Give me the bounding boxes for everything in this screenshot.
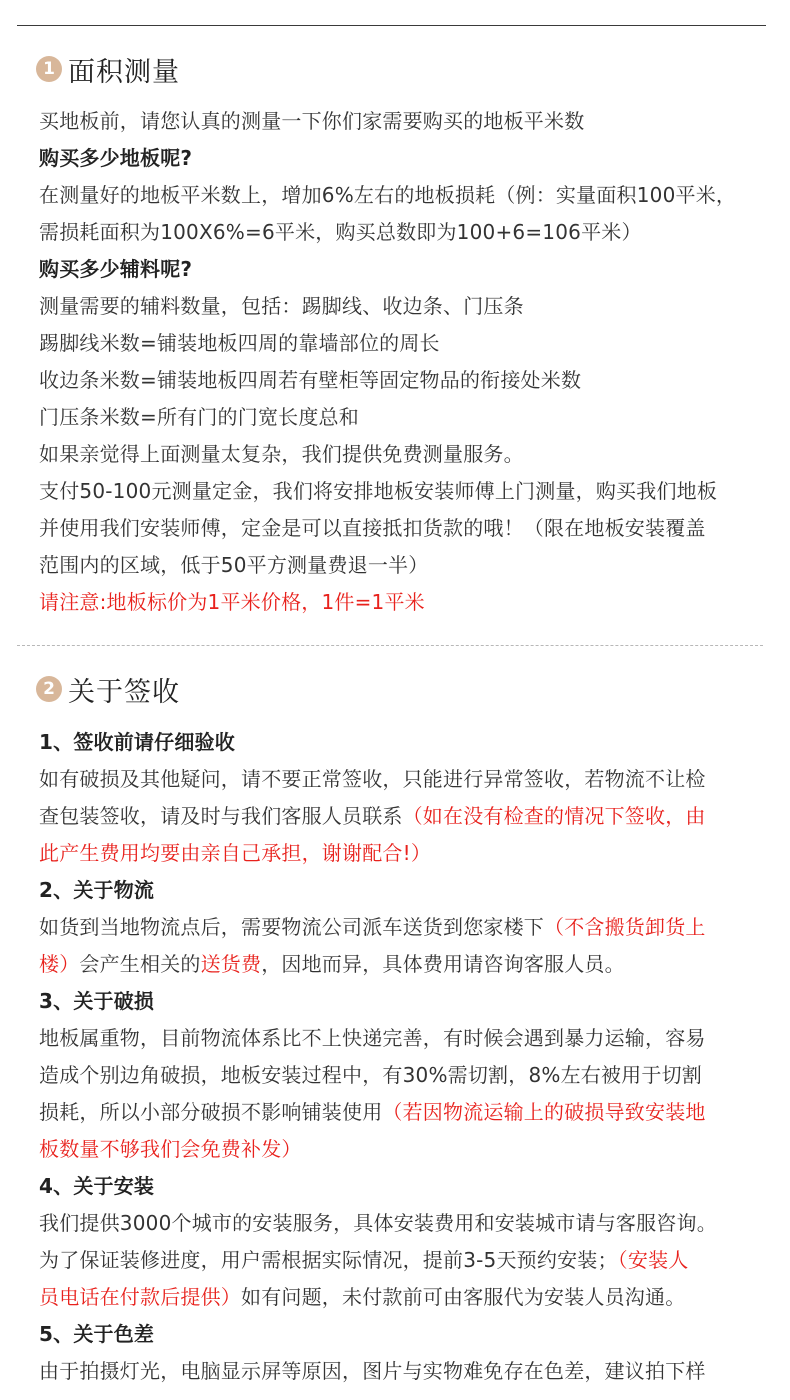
top-divider <box>17 25 766 26</box>
s2-line-7-note: 楼） <box>39 952 80 976</box>
s1-line-10: 如果亲觉得上面测量太复杂，我们提供免费测量服务。 <box>39 442 524 466</box>
s2-line-6-text: 如货到当地物流点后，需要物流公司派车送货到您家楼下 <box>39 915 544 939</box>
s2-line-15-note: （安装人 <box>617 1248 689 1272</box>
section-1-body <box>39 103 781 621</box>
s2-heading-installation: 4、关于安装 <box>39 1174 155 1198</box>
s2-line-12-note: 板数量不够我们会免费补发） <box>39 1137 302 1161</box>
s1-line-4: 需损耗面积为100X6%=6平米，购买总数即为100+6=106平米） <box>39 220 642 244</box>
s1-line-6: 测量需要的辅料数量，包括：踢脚线、收边条、门压条 <box>39 294 524 318</box>
s2-heading-damage: 3、关于破损 <box>39 989 155 1013</box>
s2-line-4-note: 此产生费用均要由亲自己承担，谢谢配合!） <box>39 841 432 865</box>
s1-price-notice: 请注意:地板标价为1平米价格，1件=1平米 <box>39 590 425 614</box>
s2-line-6-note: （不含搬货卸货上 <box>544 915 706 939</box>
s2-heading-inspect: 1、签收前请仔细验收 <box>39 730 235 754</box>
section-1-title: 面积测量 <box>68 56 180 88</box>
section-divider <box>17 645 763 646</box>
s2-line-16 <box>39 1279 781 1316</box>
s2-line-16-note: 员电话在付款后提供） <box>39 1285 241 1309</box>
s2-line-15-text: 为了保证装修进度，用户需根据实际情况，提前3-5天预约安装； <box>39 1248 618 1272</box>
s2-line-18: 由于拍摄灯光，电脑显示屏等原因，图片与实物难免存在色差，建议拍下样 <box>39 1359 706 1383</box>
s2-line-3 <box>39 798 781 835</box>
s2-heading-logistics: 2、关于物流 <box>39 878 155 902</box>
section-2-body <box>39 724 781 1390</box>
s2-line-7-text-b: ，因地而异，具体费用请咨询客服人员。 <box>261 952 625 976</box>
s2-heading-color-difference: 5、关于色差 <box>39 1322 155 1346</box>
s1-line-9: 门压条米数=所有门的门宽长度总和 <box>39 405 359 429</box>
s2-line-6 <box>39 909 781 946</box>
s1-line-1: 买地板前，请您认真的测量一下你们家需要购买的地板平米数 <box>39 109 585 133</box>
s2-line-7 <box>39 946 781 983</box>
s1-subheading-how-much-floor: 购买多少地板呢? <box>39 146 193 170</box>
s2-line-16-text: 如有问题，未付款前可由客服代为安装人员沟通。 <box>241 1285 686 1309</box>
s2-line-10: 造成个别边角破损，地板安装过程中，有30%需切割，8%左右被用于切割 <box>39 1063 702 1087</box>
s1-line-7: 踢脚线米数=铺装地板四周的靠墙部位的周长 <box>39 331 440 355</box>
s1-line-11: 支付50-100元测量定金，我们将安排地板安装师傅上门测量，购买我们地板 <box>39 479 718 503</box>
s1-line-12: 并使用我们安装师傅，定金是可以直接抵扣货款的哦！（限在地板安装覆盖 <box>39 516 706 540</box>
section-2-number-badge: 2 <box>36 676 62 702</box>
s2-line-11-note: （若因物流运输上的破损导致安装地 <box>382 1100 706 1124</box>
s2-line-2: 如有破损及其他疑问，请不要正常签收，只能进行异常签收，若物流不让检 <box>39 767 706 791</box>
s2-line-14: 我们提供3000个城市的安装服务，具体安装费用和安装城市请与客服咨询。 <box>39 1211 717 1235</box>
section-2-header <box>36 672 180 706</box>
s2-line-9: 地板属重物，目前物流体系比不上快递完善，有时候会遇到暴力运输，容易 <box>39 1026 706 1050</box>
s1-line-8: 收边条米数=铺装地板四周若有壁柜等固定物品的衔接处米数 <box>39 368 582 392</box>
section-2-title: 关于签收 <box>68 676 180 708</box>
section-1-header <box>36 52 180 86</box>
s1-line-3: 在测量好的地板平米数上，增加6%左右的地板损耗（例：实量面积100平米， <box>39 183 737 207</box>
s2-line-7-text-a: 会产生相关的 <box>79 952 201 976</box>
s2-line-3-text: 查包装签收，请及时与我们客服人员联系 <box>39 804 403 828</box>
section-1-number-badge: 1 <box>36 56 62 82</box>
s2-line-3-note: （如在没有检查的情况下签收，由 <box>402 804 706 828</box>
s2-line-11-text: 损耗，所以小部分破损不影响铺装使用 <box>39 1100 383 1124</box>
s1-subheading-how-much-accessories: 购买多少辅料呢? <box>39 257 193 281</box>
s2-line-11 <box>39 1094 781 1131</box>
s2-line-15 <box>39 1242 781 1279</box>
s1-line-13: 范围内的区域，低于50平方测量费退一半） <box>39 553 429 577</box>
s2-delivery-fee: 送货费 <box>200 952 262 976</box>
